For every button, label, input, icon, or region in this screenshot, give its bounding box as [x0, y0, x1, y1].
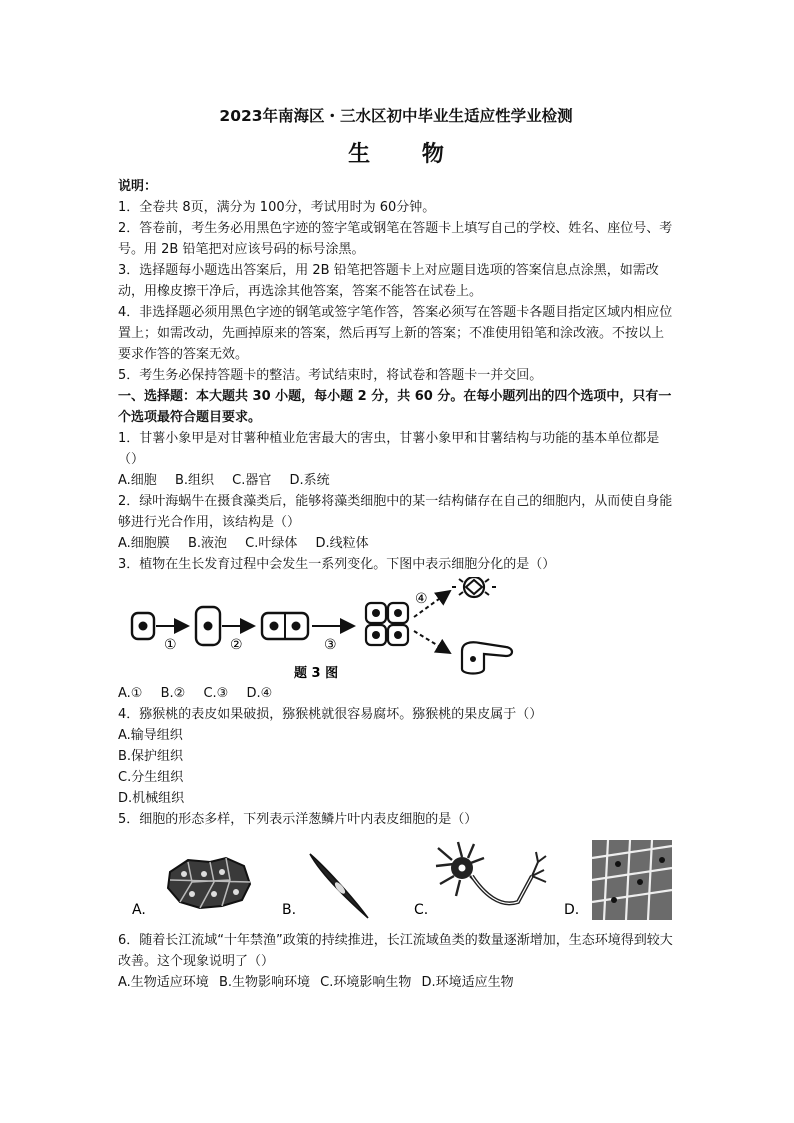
- guard-cell-icon: [452, 577, 496, 597]
- option-b[interactable]: B.生物影响环境: [218, 975, 311, 990]
- four-cells-icon: [366, 603, 408, 645]
- step-label: ③: [324, 637, 337, 653]
- question-4: [118, 704, 674, 809]
- instruction-item: 3．选择题每小题选出答案后，用 2B 铅笔把答题卡上对应题目选项的答案信息点涂黑，如需改动，用橡皮擦干净后，再选涂其他答案，答案不能答在试卷上。: [118, 263, 659, 299]
- question-stem: 5．细胞的形态多样，下列表示洋葱鳞片叶内表皮细胞的是（）: [118, 812, 478, 827]
- instruction-item: 1．全卷共 8页，满分为 100分，考试用时为 60分钟。: [118, 200, 436, 215]
- question-6: [118, 930, 674, 993]
- option-c[interactable]: C.器官: [232, 473, 272, 488]
- option-b[interactable]: B.组织: [174, 473, 215, 488]
- figure-5-drawing: [118, 836, 674, 924]
- option-c[interactable]: C.叶绿体: [245, 536, 298, 551]
- option-d[interactable]: D.系统: [289, 473, 330, 488]
- question-options: [118, 683, 674, 704]
- elongated-cell-icon: [196, 607, 220, 645]
- cell-shapes-figure: [118, 836, 674, 924]
- option-a[interactable]: A.细胞: [118, 473, 157, 488]
- option-d[interactable]: D.④: [246, 686, 273, 701]
- question-stem: 2．绿叶海蜗牛在摄食藻类后，能够将藻类细胞中的某一结构储存在自己的细胞内，从而使自身能够进行光合作用，该结构是（）: [118, 494, 673, 530]
- option-b[interactable]: B.保护组织: [118, 749, 184, 764]
- single-cell-icon: [132, 613, 154, 639]
- instructions: [118, 176, 674, 386]
- option-b[interactable]: B.液泡: [187, 536, 228, 551]
- option-b[interactable]: B.: [282, 902, 297, 918]
- cell-differentiation-figure: [118, 577, 526, 683]
- option-b[interactable]: B.②: [160, 686, 186, 701]
- spindle-cell-icon: [310, 854, 368, 918]
- option-c[interactable]: C.: [414, 902, 429, 918]
- option-d[interactable]: D.机械组织: [118, 791, 185, 806]
- option-a[interactable]: A.生物适应环境: [118, 975, 209, 990]
- neuron-icon: [436, 842, 546, 903]
- step-label: ②: [230, 637, 243, 653]
- question-options: [118, 533, 674, 554]
- question-stem: 3．植物在生长发育过程中会发生一系列变化。下图中表示细胞分化的是（）: [118, 557, 556, 572]
- option-c[interactable]: C.分生组织: [118, 770, 184, 785]
- figure-caption: 题 3 图: [294, 666, 339, 681]
- question-5: [118, 809, 674, 924]
- instruction-item: 2．答卷前，考生务必用黑色字迹的签字笔或钢笔在答题卡上填写自己的学校、姓名、座位号、考号。用 2B 铅笔把对应该号码的标号涂黑。: [118, 221, 673, 257]
- question-stem: 1．甘薯小象甲是对甘薯种植业危害最大的害虫，甘薯小象甲和甘薯结构与功能的基本单位都是（）: [118, 431, 660, 467]
- option-a[interactable]: A.①: [118, 686, 143, 701]
- option-a[interactable]: A.输导组织: [118, 728, 183, 743]
- question-1: [118, 428, 674, 491]
- question-options: [118, 972, 674, 993]
- instruction-item: 4．非选择题必须用黑色字迹的钢笔或签字笔作答，答案必须写在答题卡各题目指定区域内相应位置上；如需改动，先画掉原来的答案，然后再写上新的答案；不准使用铅笔和涂改液。不按以上要求作答的答案无效。: [118, 305, 673, 362]
- exam-title: 2023年南海区・三水区初中毕业生适应性学业检测: [219, 107, 573, 125]
- option-a[interactable]: A.细胞膜: [118, 536, 170, 551]
- option-d[interactable]: D.: [564, 902, 580, 918]
- root-hair-cell-icon: [462, 642, 512, 673]
- subject-title: 生 物: [348, 141, 466, 167]
- question-2: [118, 491, 674, 554]
- two-cells-icon: [262, 613, 308, 639]
- question-stem: 4．猕猴桃的表皮如果破损，猕猴桃就很容易腐坏。猕猴桃的果皮属于（）: [118, 707, 543, 722]
- instructions-label: 说明：: [118, 179, 158, 194]
- section-heading: 一、选择题：本大题共 30 小题，每小题 2 分，共 60 分。在每小题列出的四个选项中，只有一个选项最符合题目要求。: [118, 389, 672, 425]
- step-label: ④: [415, 591, 428, 607]
- onion-epidermis-icon: [592, 840, 672, 920]
- option-d[interactable]: D.线粒体: [315, 536, 369, 551]
- instruction-item: 5．考生务必保持答题卡的整洁。考试结束时，将试卷和答题卡一并交回。: [118, 368, 543, 383]
- question-3: [118, 554, 674, 704]
- option-d[interactable]: D.环境适应生物: [421, 975, 514, 990]
- question-options: [118, 470, 674, 491]
- cell-cluster-icon: [168, 858, 250, 908]
- question-stem: 6．随着长江流域“十年禁渔”政策的持续推进，长江流域鱼类的数量逐渐增加，生态环境得到较大改善。这个现象说明了（）: [118, 933, 673, 969]
- option-c[interactable]: C.③: [203, 686, 229, 701]
- figure-3-drawing: [118, 577, 526, 683]
- option-c[interactable]: C.环境影响生物: [320, 975, 412, 990]
- option-a[interactable]: A.: [132, 902, 146, 918]
- step-label: ①: [164, 637, 177, 653]
